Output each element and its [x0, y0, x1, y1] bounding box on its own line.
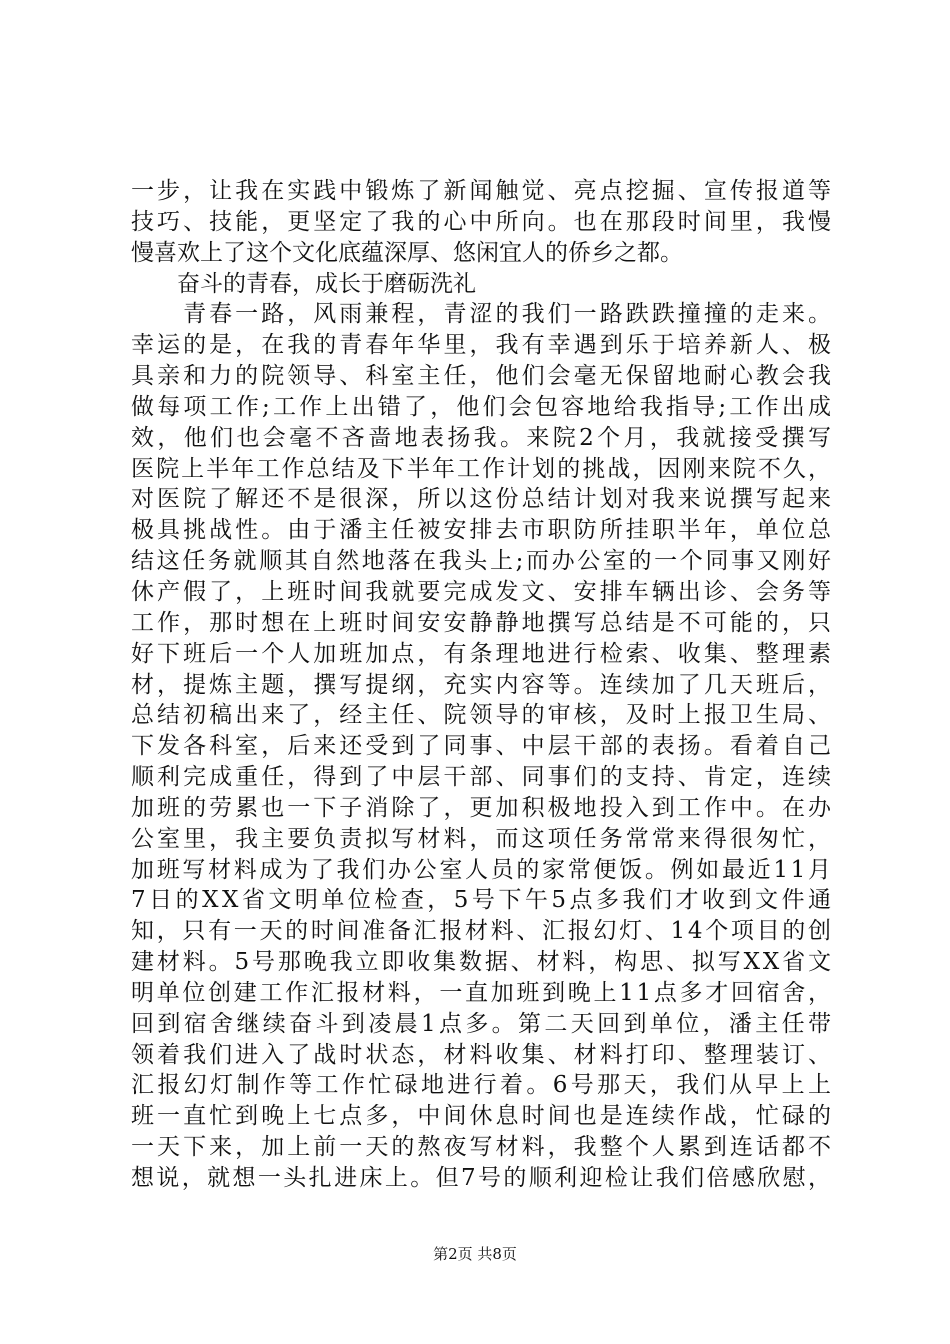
text-line: 结这任务就顺其自然地落在我头上;而办公室的一个同事又刚好	[131, 548, 834, 575]
text-line: 极具挑战性。由于潘主任被安排去市职防所挂职半年，单位总	[131, 517, 835, 544]
text-line: 公室里，我主要负责拟写材料，而这项任务常常来得很匆忙，	[131, 825, 835, 852]
text-line: 汇报幻灯制作等工作忙碌地进行着。6号那天，我们从早上上	[131, 1072, 835, 1099]
text-line: 建材料。5号那晚我立即收集数据、材料，构思、拟写XX省文	[131, 949, 834, 976]
text-line: 加班写材料成为了我们办公室人员的家常便饭。例如最近11月	[131, 856, 834, 883]
text-line: 工作，那时想在上班时间安安静静地撰写总结是不可能的，只	[131, 609, 835, 636]
text-line: 青春一路，风雨兼程，青涩的我们一路跌跌撞撞的走来。	[131, 301, 835, 328]
text-line: 加班的劳累也一下子消除了，更加积极地投入到工作中。在办	[131, 794, 835, 821]
text-line: 奋斗的青春，成长于磨砺洗礼	[131, 270, 476, 297]
text-line: 下发各科室，后来还受到了同事、中层干部的表扬。看着自己	[131, 733, 835, 760]
text-line: 回到宿舍继续奋斗到凌晨1点多。第二天回到单位，潘主任带	[131, 1010, 835, 1037]
text-line: 一天下来，加上前一天的熬夜写材料，我整个人累到连话都不	[131, 1134, 835, 1161]
text-line: 幸运的是，在我的青春年华里，我有幸遇到乐于培养新人、极	[131, 332, 835, 359]
text-line: 慢喜欢上了这个文化底蕴深厚、悠闲宜人的侨乡之都。	[131, 239, 683, 266]
text-line: 材，提炼主题，撰写提纲，充实内容等。连续加了几天班后，	[131, 671, 835, 698]
page-footer: 第2页 共8页	[433, 1245, 517, 1263]
text-line: 技巧、技能，更坚定了我的心中所向。也在那段时间里，我慢	[131, 208, 835, 235]
text-line: 明单位创建工作汇报材料，一直加班到晚上11点多才回宿舍，	[131, 979, 834, 1006]
text-line: 7日的XX省文明单位检查，5号下午5点多我们才收到文件通	[131, 887, 835, 914]
text-line: 班一直忙到晚上七点多，中间休息时间也是连续作战，忙碌的	[131, 1103, 835, 1130]
text-line: 医院上半年工作总结及下半年工作计划的挑战，因刚来院不久，	[131, 455, 834, 482]
text-line: 具亲和力的院领导、科室主任，他们会毫无保留地耐心教会我	[131, 363, 835, 390]
text-line: 想说，就想一头扎进床上。但7号的顺利迎检让我们倍感欣慰，	[131, 1165, 834, 1191]
text-line: 好下班后一个人加班加点，有条理地进行检索、收集、整理素	[131, 640, 835, 667]
text-line: 休产假了，上班时间我就要完成发文、安排车辆出诊、会务等	[131, 578, 835, 605]
text-line: 领着我们进入了战时状态，材料收集、材料打印、整理装订、	[131, 1041, 835, 1068]
text-line: 效，他们也会毫不吝啬地表扬我。来院2个月，我就接受撰写	[131, 424, 835, 451]
text-line: 一步，让我在实践中锻炼了新闻触觉、亮点挖掘、宣传报道等	[131, 178, 835, 204]
text-line: 总结初稿出来了，经主任、院领导的审核，及时上报卫生局、	[131, 702, 835, 729]
text-line: 知，只有一天的时间准备汇报材料、汇报幻灯、14个项目的创	[131, 918, 834, 945]
text-line: 做每项工作;工作上出错了，他们会包容地给我指导;工作出成	[131, 393, 835, 420]
text-line: 顺利完成重任，得到了中层干部、同事们的支持、肯定，连续	[131, 764, 835, 791]
text-line: 对医院了解还不是很深，所以这份总结计划对我来说撰写起来	[131, 486, 835, 513]
body-text	[131, 176, 835, 1194]
